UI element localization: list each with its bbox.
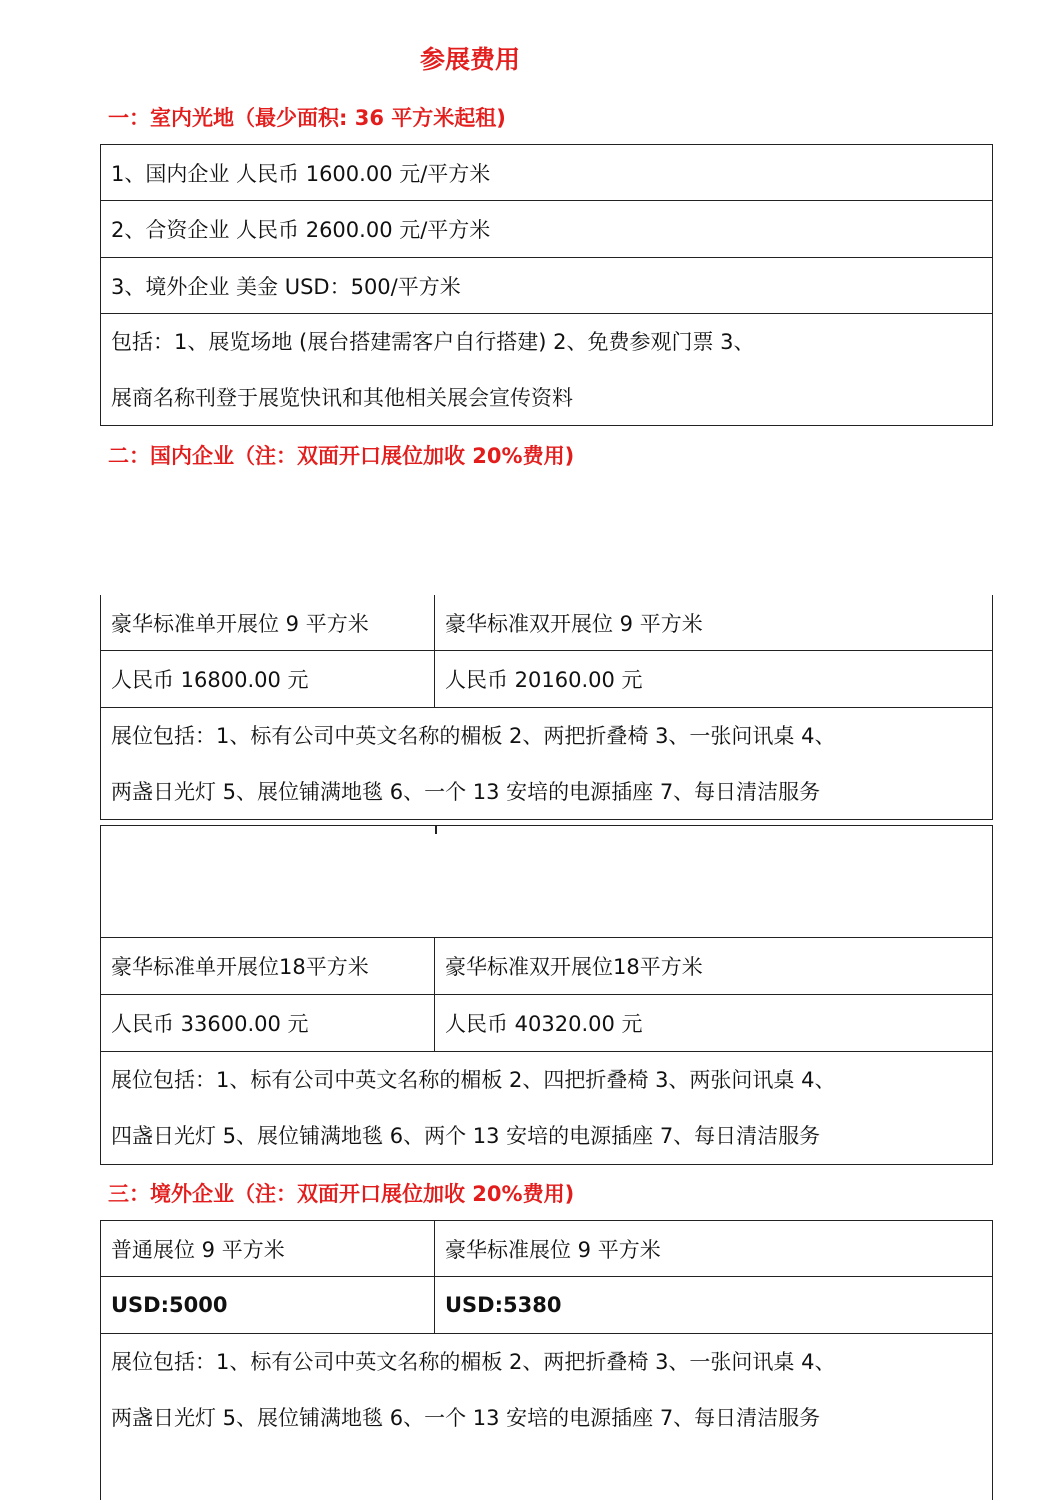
table-row	[101, 258, 992, 314]
double-open-booth-price: 人民币 20160.00 元	[445, 668, 643, 692]
includes-line: 展位包括：1、标有公司中英文名称的楣板 2、两把折叠椅 3、一张问讯桌 4、	[111, 724, 836, 748]
table-row	[101, 1052, 992, 1164]
standard-booth-title: 普通展位 9 平方米	[101, 1221, 435, 1276]
overseas-table	[100, 1220, 993, 1500]
includes-line: 四盏日光灯 5、展位铺满地毯 6、两个 13 安培的电源插座 7、每日清洁服务	[111, 1124, 821, 1148]
standard-booth-price: USD:5000	[101, 1277, 435, 1333]
domestic-table-18sqm	[100, 825, 993, 1165]
table-row	[101, 995, 992, 1052]
domestic-price: 1、国内企业 人民币 1600.00 元/平方米	[111, 161, 491, 186]
booth-includes	[111, 1334, 986, 1446]
table-row	[101, 708, 992, 818]
table-row	[101, 1334, 992, 1454]
booth-includes	[111, 1052, 986, 1164]
overseas-price: 3、境外企业 美金 USD：500/平方米	[111, 274, 461, 299]
booth-includes	[111, 708, 986, 820]
table-row	[101, 1277, 992, 1334]
single-open-booth-title: 豪华标准单开展位18平方米	[101, 938, 435, 994]
single-open-booth-price: 人民币 33600.00 元	[101, 995, 435, 1051]
table-row	[101, 938, 992, 995]
table-row	[101, 651, 992, 708]
deluxe-booth-title: 豪华标准展位 9 平方米	[445, 1237, 661, 1262]
includes-line: 两盏日光灯 5、展位铺满地毯 6、一个 13 安培的电源插座 7、每日清洁服务	[111, 780, 821, 804]
includes-line: 两盏日光灯 5、展位铺满地毯 6、一个 13 安培的电源插座 7、每日清洁服务	[111, 1406, 821, 1430]
table-row	[101, 1221, 992, 1277]
page-title: 参展费用	[419, 45, 520, 74]
includes-line: 展位包括：1、标有公司中英文名称的楣板 2、两把折叠椅 3、一张问讯桌 4、	[111, 1350, 836, 1374]
double-open-booth-price: 人民币 40320.00 元	[445, 1012, 643, 1036]
joint-venture-price: 2、合资企业 人民币 2600.00 元/平方米	[111, 218, 491, 242]
includes-line: 展商名称刊登于展览快讯和其他相关展会宣传资料	[111, 386, 573, 410]
section2-heading: 二：国内企业（注：双面开口展位加收 20%费用)	[108, 444, 575, 468]
section1-includes	[111, 314, 986, 426]
single-open-booth-price: 人民币 16800.00 元	[101, 651, 435, 707]
table-row	[101, 826, 992, 938]
domestic-table-9sqm	[100, 595, 993, 820]
double-open-booth-title: 豪华标准双开展位 9 平方米	[445, 611, 703, 636]
table-row	[101, 595, 992, 651]
includes-line: 包括：1、展览场地 (展台搭建需客户自行搭建) 2、免费参观门票 3、	[111, 330, 755, 354]
section1-table	[100, 144, 993, 426]
table-row	[101, 314, 992, 424]
divider	[435, 826, 437, 834]
section3-heading: 三：境外企业（注：双面开口展位加收 20%费用)	[108, 1182, 575, 1206]
table-row	[101, 145, 992, 201]
includes-line: 展位包括：1、标有公司中英文名称的楣板 2、四把折叠椅 3、两张问讯桌 4、	[111, 1068, 836, 1092]
section1-heading: 一：室内光地（最少面积: 36 平方米起租)	[108, 106, 506, 130]
single-open-booth-title: 豪华标准单开展位 9 平方米	[101, 595, 435, 650]
double-open-booth-title: 豪华标准双开展位18平方米	[445, 955, 703, 979]
table-row	[101, 201, 992, 258]
deluxe-booth-price: USD:5380	[445, 1293, 562, 1317]
